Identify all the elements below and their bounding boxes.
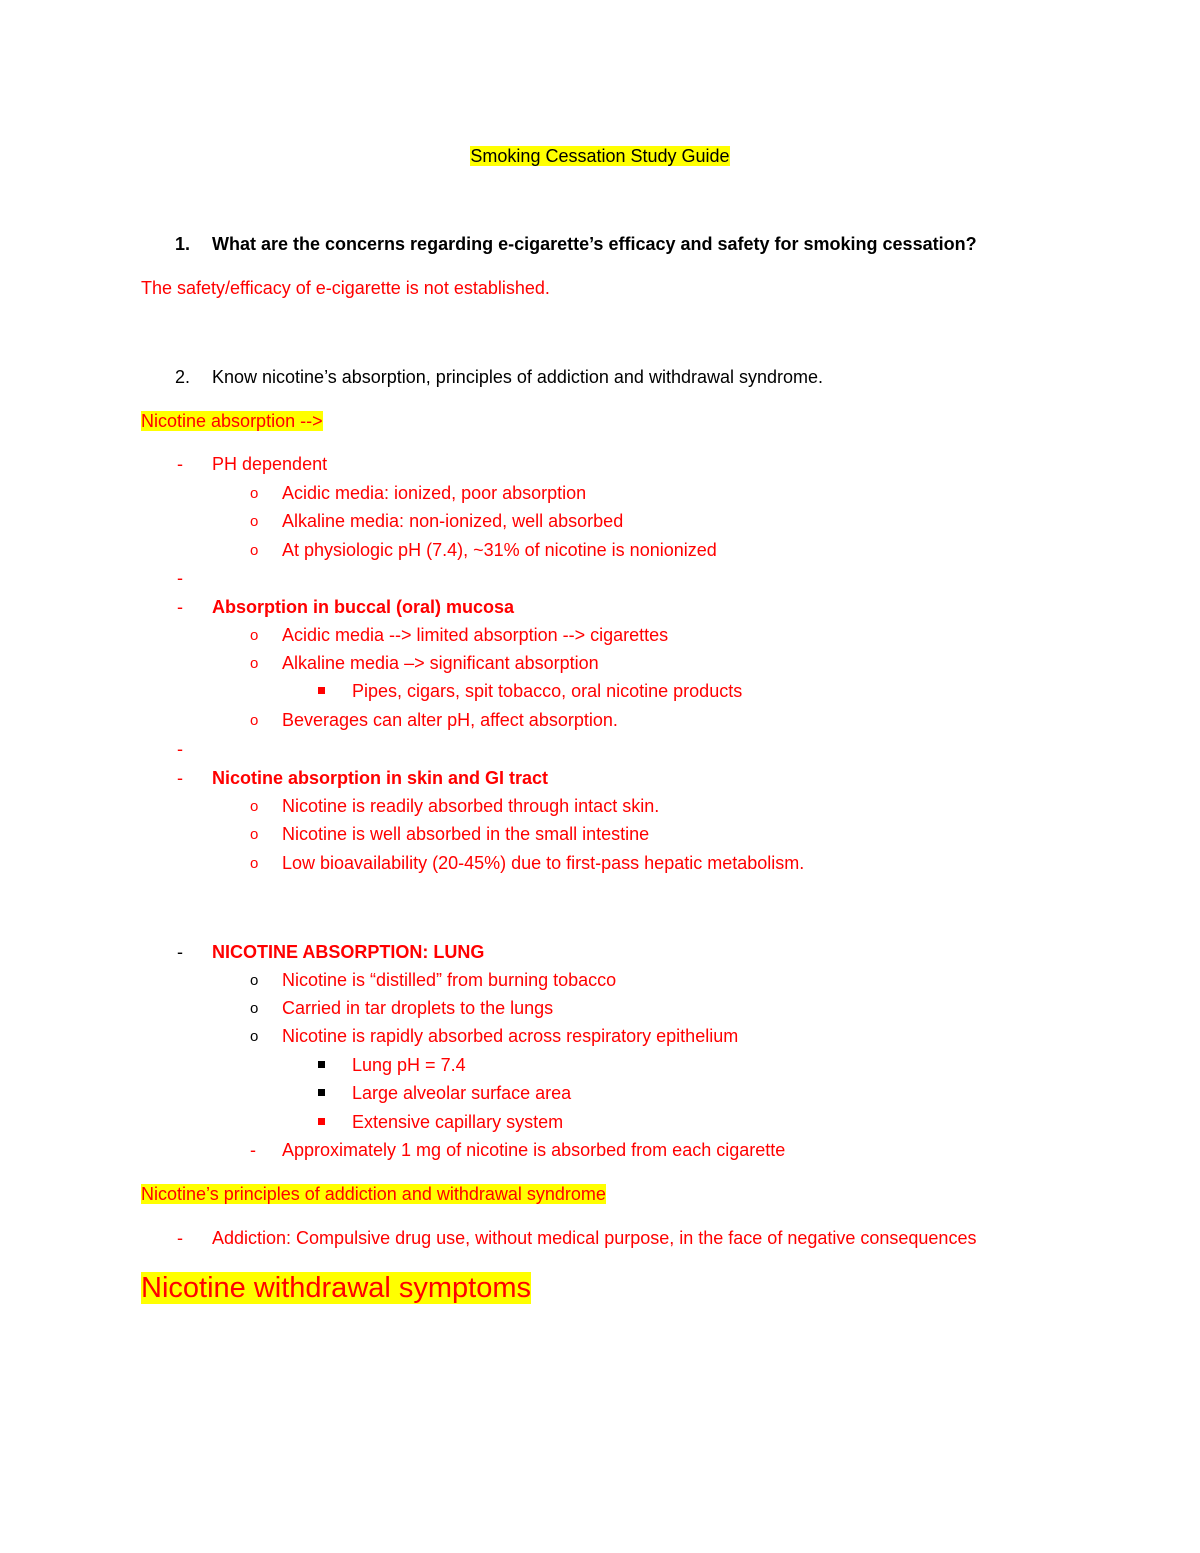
list-item: Pipes, cigars, spit tobacco, oral nicotine products bbox=[352, 681, 743, 701]
dash-bullet: - bbox=[250, 1140, 256, 1160]
circle-bullet: o bbox=[250, 826, 259, 843]
circle-bullet: o bbox=[250, 513, 259, 530]
skin-gi-label: Nicotine absorption in skin and GI tract bbox=[212, 768, 549, 788]
circle-bullet: o bbox=[250, 655, 259, 672]
list-item: Extensive capillary system bbox=[352, 1112, 564, 1132]
list-item: At physiologic pH (7.4), ~31% of nicotine is nonionized bbox=[282, 540, 717, 560]
list-item: Lung pH = 7.4 bbox=[352, 1055, 466, 1075]
list-item: Large alveolar surface area bbox=[352, 1083, 572, 1103]
circle-bullet: o bbox=[250, 855, 259, 872]
circle-bullet: o bbox=[250, 798, 259, 815]
dash-bullet: - bbox=[177, 768, 183, 788]
circle-bullet: o bbox=[250, 627, 259, 644]
dash-bullet: - bbox=[177, 739, 183, 759]
addiction-heading: Nicotine’s principles of addiction and withdrawal syndrome bbox=[141, 1184, 606, 1204]
list-item: Alkaline media –> significant absorption bbox=[282, 653, 599, 673]
withdrawal-heading: Nicotine withdrawal symptoms bbox=[141, 1272, 532, 1304]
list-item: Nicotine is rapidly absorbed across respiratory epithelium bbox=[282, 1026, 739, 1046]
dash-bullet: - bbox=[177, 1228, 183, 1248]
list-item: Nicotine is well absorbed in the small intestine bbox=[282, 824, 650, 844]
dash-bullet: - bbox=[177, 597, 183, 617]
page-title: Smoking Cessation Study Guide bbox=[470, 146, 730, 166]
list-item: Acidic media: ionized, poor absorption bbox=[282, 483, 587, 503]
ph-dependent-label: PH dependent bbox=[212, 454, 328, 474]
list-item: Acidic media --> limited absorption --> cigarettes bbox=[282, 625, 669, 645]
list-item: Nicotine is “distilled” from burning tobacco bbox=[282, 970, 617, 990]
square-bullet bbox=[318, 1061, 325, 1068]
dash-bullet: - bbox=[177, 942, 183, 962]
lung-label: NICOTINE ABSORPTION: LUNG bbox=[212, 942, 485, 962]
dash-bullet: - bbox=[177, 568, 183, 588]
question-2-number: 2. bbox=[175, 367, 191, 387]
circle-bullet: o bbox=[250, 972, 259, 989]
question-2-text: Know nicotine’s absorption, principles of addiction and withdrawal syndrome. bbox=[212, 367, 824, 387]
list-item: Low bioavailability (20-45%) due to first-pass hepatic metabolism. bbox=[282, 853, 805, 873]
list-item: Beverages can alter pH, affect absorption. bbox=[282, 710, 618, 730]
circle-bullet: o bbox=[250, 542, 259, 559]
buccal-label: Absorption in buccal (oral) mucosa bbox=[212, 597, 515, 617]
question-1-number: 1. bbox=[175, 234, 191, 254]
addiction-definition: Addiction: Compulsive drug use, without medical purpose, in the face of negative consequences bbox=[212, 1228, 977, 1248]
square-bullet bbox=[318, 1118, 325, 1125]
square-bullet bbox=[318, 687, 325, 694]
list-item: Alkaline media: non-ionized, well absorbed bbox=[282, 511, 624, 531]
circle-bullet: o bbox=[250, 485, 259, 502]
square-bullet bbox=[318, 1089, 325, 1096]
circle-bullet: o bbox=[250, 1028, 259, 1045]
question-1-text: What are the concerns regarding e-cigarette’s efficacy and safety for smoking cessation? bbox=[212, 234, 977, 254]
list-item: Approximately 1 mg of nicotine is absorbed from each cigarette bbox=[282, 1140, 786, 1160]
circle-bullet: o bbox=[250, 712, 259, 729]
list-item: Carried in tar droplets to the lungs bbox=[282, 998, 554, 1018]
absorption-heading: Nicotine absorption --> bbox=[141, 411, 323, 431]
answer-1: The safety/efficacy of e-cigarette is not established. bbox=[141, 278, 550, 298]
dash-bullet: - bbox=[177, 454, 183, 474]
circle-bullet: o bbox=[250, 1000, 259, 1017]
list-item: Nicotine is readily absorbed through intact skin. bbox=[282, 796, 660, 816]
